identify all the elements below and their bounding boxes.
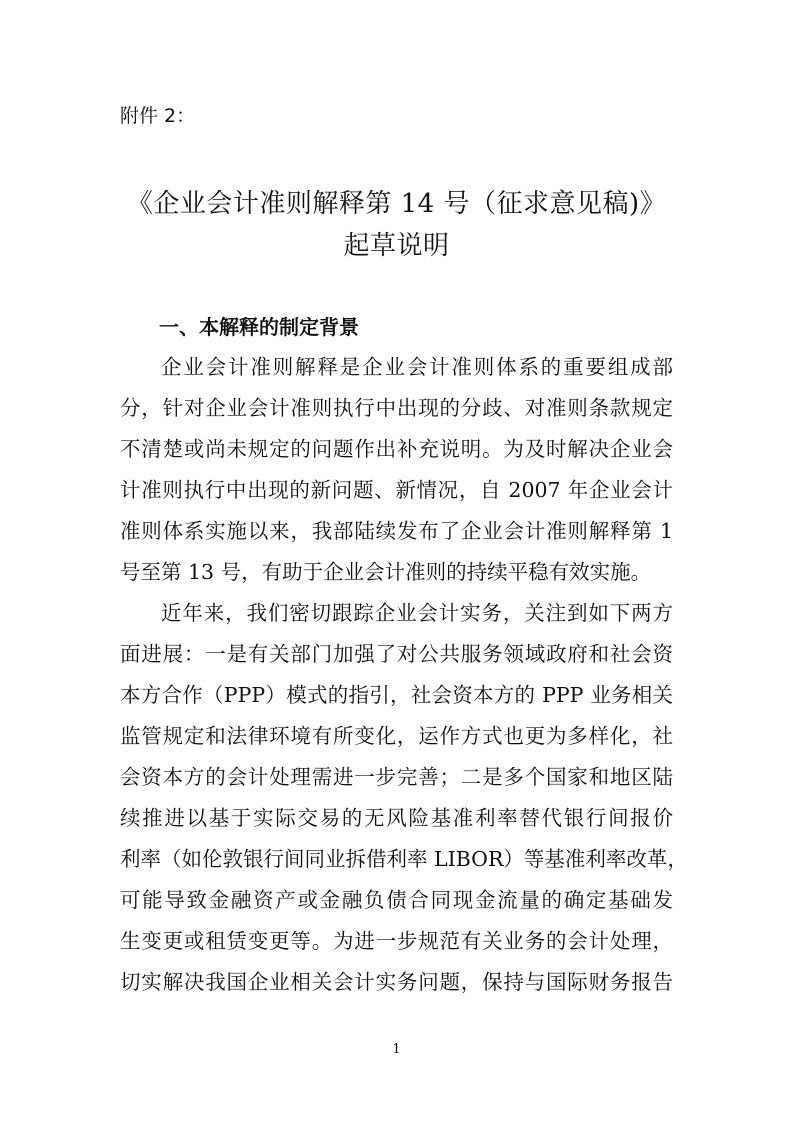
paragraph-line: 准则体系实施以来，我部陆续发布了企业会计准则解释第 1 (120, 519, 673, 543)
paragraph-line: 面进展：一是有关部门加强了对公共服务领域政府和社会资 (120, 642, 673, 666)
paragraph-line: 利率（如伦敦银行间同业拆借利率 LIBOR）等基准利率改革， (120, 847, 688, 871)
paragraph-line: 号至第 13 号，有助于企业会计准则的持续平稳有效实施。 (120, 560, 652, 584)
paragraph-line: 企业会计准则解释是企业会计准则体系的重要组成部 (161, 355, 673, 379)
paragraph-line: 可能导致金融资产或金融负债合同现金流量的确定基础发 (120, 888, 673, 912)
document-title: 《企业会计准则解释第 14 号（征求意见稿)》 (126, 189, 667, 219)
paragraph-line: 切实解决我国企业相关会计实务问题，保持与国际财务报告 (120, 970, 673, 994)
page-number: 1 (392, 1042, 401, 1057)
paragraph-line: 本方合作（PPP）模式的指引，社会资本方的 PPP 业务相关 (120, 683, 673, 707)
paragraph-line: 会资本方的会计处理需进一步完善；二是多个国家和地区陆 (120, 765, 673, 789)
paragraph-line: 不清楚或尚未规定的问题作出补充说明。为及时解决企业会 (120, 437, 673, 461)
paragraph-line: 生变更或租赁变更等。为进一步规范有关业务的会计处理， (120, 929, 673, 953)
paragraph-line: 分，针对企业会计准则执行中出现的分歧、对准则条款规定 (120, 396, 673, 420)
document-subtitle: 起草说明 (343, 231, 450, 261)
paragraph-line: 监管规定和法律环境有所变化，运作方式也更为多样化，社 (120, 724, 673, 748)
paragraph-line: 计准则执行中出现的新问题、新情况，自 2007 年企业会计 (120, 478, 673, 502)
annex-label: 附件 2： (120, 105, 196, 127)
paragraph-line: 近年来，我们密切跟踪企业会计实务，关注到如下两方 (161, 601, 673, 625)
paragraph-line: 续推进以基于实际交易的无风险基准利率替代银行间报价 (120, 806, 673, 830)
section-heading: 一、本解释的制定背景 (159, 315, 359, 339)
